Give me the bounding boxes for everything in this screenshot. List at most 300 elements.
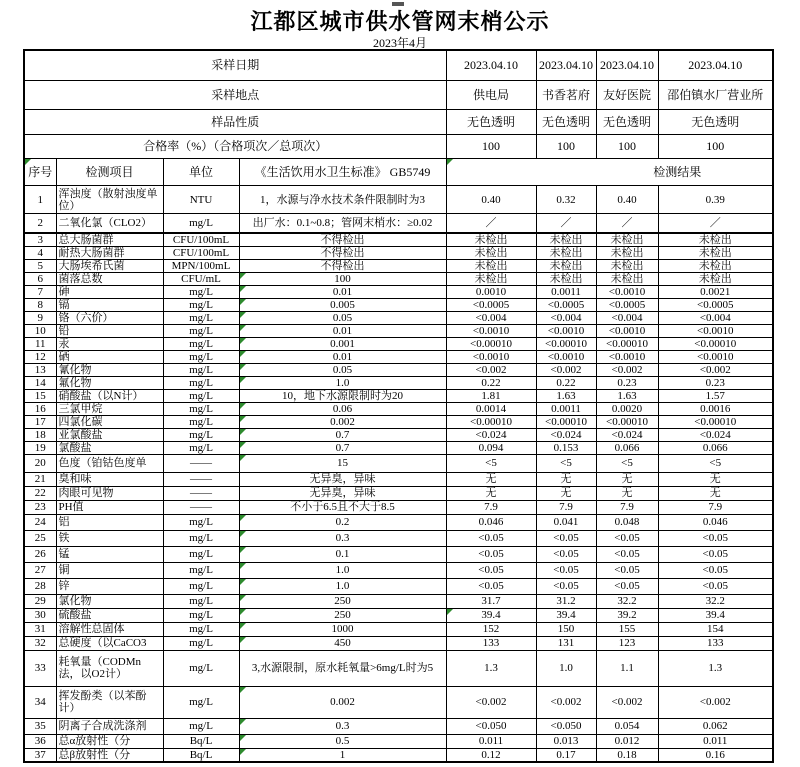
item-name: 浑浊度（散射浊度单位） [56,186,163,214]
row-seq: 26 [24,546,56,562]
result-cell: 0.066 [596,441,658,454]
result-cell: <0.05 [536,546,596,562]
row-seq: 23 [24,500,56,514]
sample-site-value: 邵伯镇水厂营业所 [658,81,773,110]
table-header-row [24,159,773,186]
result-cell: 0.39 [658,186,773,214]
row-seq: 36 [24,734,56,748]
result-cell: <0.00010 [446,337,536,350]
item-standard: 0.7 [239,428,446,441]
item-unit: mg/L [163,298,239,311]
result-cell: <0.0010 [536,350,596,363]
item-name: 铅 [56,324,163,337]
table-row [24,608,773,622]
item-standard: 250 [239,608,446,622]
result-cell: <0.024 [446,428,536,441]
row-seq: 3 [24,233,56,247]
result-cell: 39.4 [658,608,773,622]
result-cell: 0.011 [446,734,536,748]
item-unit: Bq/L [163,748,239,762]
result-cell: 无 [446,472,536,486]
item-name: 阴离子合成洗涤剂 [56,718,163,734]
result-cell: 0.18 [596,748,658,762]
row-seq: 27 [24,562,56,578]
table-row [24,718,773,734]
item-unit: mg/L [163,636,239,650]
info-row-sample-nature [24,110,773,135]
result-cell: <0.00010 [596,415,658,428]
result-cell: 0.0014 [446,402,536,415]
item-standard: 100 [239,272,446,285]
item-name: 汞 [56,337,163,350]
item-standard: 0.05 [239,363,446,376]
result-cell: <0.05 [446,578,536,594]
table-row [24,594,773,608]
item-name: 总β放射性（分 [56,748,163,762]
item-unit: mg/L [163,608,239,622]
result-cell: 未检出 [658,233,773,247]
table-row [24,472,773,486]
item-name: 镉 [56,298,163,311]
item-unit: mg/L [163,363,239,376]
item-unit: mg/L [163,718,239,734]
result-cell: 7.9 [446,500,536,514]
result-cell: 0.40 [596,186,658,214]
item-standard: 不得检出 [239,233,446,247]
row-seq: 19 [24,441,56,454]
result-cell: <0.004 [596,311,658,324]
row-seq: 16 [24,402,56,415]
header-item: 检测项目 [56,159,163,186]
result-cell: <0.0005 [596,298,658,311]
results-body [24,186,773,763]
item-name: PH值 [56,500,163,514]
item-standard: 0.002 [239,686,446,718]
result-cell: <0.05 [596,562,658,578]
result-cell: <5 [596,454,658,472]
result-cell: <5 [658,454,773,472]
result-cell: 未检出 [536,272,596,285]
table-row [24,246,773,259]
item-standard: 0.01 [239,324,446,337]
water-quality-table [23,49,774,763]
result-cell: 未检出 [596,246,658,259]
result-cell: 32.2 [596,594,658,608]
result-cell: 133 [658,636,773,650]
result-cell: <0.00010 [658,415,773,428]
result-cell: 未检出 [596,259,658,272]
sample-site-value: 供电局 [446,81,536,110]
result-cell: 无 [596,486,658,500]
result-cell: 1.63 [536,389,596,402]
table-row [24,428,773,441]
result-cell: 32.2 [658,594,773,608]
item-unit: CFU/100mL [163,246,239,259]
result-cell: <0.0010 [596,285,658,298]
table-row [24,415,773,428]
item-name: 硝酸盐（以N计） [56,389,163,402]
result-cell: <0.00010 [658,337,773,350]
result-cell: 未检出 [446,259,536,272]
item-standard: 450 [239,636,446,650]
row-seq: 10 [24,324,56,337]
result-cell: 1.63 [596,389,658,402]
result-cell: <0.05 [658,530,773,546]
row-seq: 13 [24,363,56,376]
item-name: 大肠埃希氏菌 [56,259,163,272]
result-cell: 0.046 [446,514,536,530]
result-cell: 1.3 [658,650,773,686]
result-cell: 0.066 [658,441,773,454]
result-cell: <0.0010 [446,324,536,337]
item-unit: CFU/mL [163,272,239,285]
table-row [24,500,773,514]
result-cell: 150 [536,622,596,636]
item-name: 氯化物 [56,594,163,608]
result-cell: ／ [536,214,596,233]
result-cell: <0.004 [658,311,773,324]
item-standard: 0.05 [239,311,446,324]
result-cell: <0.0010 [596,324,658,337]
result-cell: 7.9 [596,500,658,514]
item-name: 挥发酚类（以苯酚计） [56,686,163,718]
sample-site-value: 友好医院 [596,81,658,110]
table-row [24,186,773,214]
item-name: 臭和味 [56,472,163,486]
item-standard: 不得检出 [239,246,446,259]
row-seq: 14 [24,376,56,389]
row-seq: 32 [24,636,56,650]
result-cell: 无 [536,486,596,500]
item-name: 二氧化氯（CLO2） [56,214,163,233]
item-name: 三氯甲烷 [56,402,163,415]
item-standard: 1，水源与净水技术条件限制时为3 [239,186,446,214]
page-title: 江都区城市供水管网末梢公示 [250,9,550,34]
row-seq: 30 [24,608,56,622]
item-standard: 15 [239,454,446,472]
item-name: 铁 [56,530,163,546]
result-cell: <0.002 [446,363,536,376]
result-cell: 0.0016 [658,402,773,415]
item-unit: mg/L [163,594,239,608]
item-unit: —— [163,486,239,500]
pass-rate-label: 合格率（%）（合格项次／总项次） [24,135,446,159]
result-cell: 0.012 [596,734,658,748]
item-unit: —— [163,500,239,514]
table-row [24,272,773,285]
table-row [24,402,773,415]
result-cell: 7.9 [536,500,596,514]
result-cell: 39.2 [596,608,658,622]
table-row [24,686,773,718]
table-row [24,514,773,530]
result-cell: 154 [658,622,773,636]
item-name: 锌 [56,578,163,594]
table-row [24,562,773,578]
row-seq: 28 [24,578,56,594]
result-cell: ／ [596,214,658,233]
item-unit: mg/L [163,428,239,441]
sample-nature-value: 无色透明 [658,110,773,135]
table-row [24,214,773,233]
item-name: 溶解性总固体 [56,622,163,636]
table-row [24,285,773,298]
result-cell: 0.0011 [536,402,596,415]
item-unit: —— [163,472,239,486]
item-name: 铜 [56,562,163,578]
result-cell: <0.002 [658,686,773,718]
item-unit: mg/L [163,415,239,428]
sample-nature-value: 无色透明 [596,110,658,135]
result-cell: 未检出 [446,246,536,259]
item-name: 总α放射性（分 [56,734,163,748]
result-cell: 0.0021 [658,285,773,298]
table-row [24,636,773,650]
result-cell: <0.024 [658,428,773,441]
result-cell: 未检出 [536,246,596,259]
result-cell: 无 [536,472,596,486]
item-standard: 10，地下水源限制时为20 [239,389,446,402]
result-cell: 1.3 [446,650,536,686]
item-standard: 3,水源限制，原水耗氧量>6mg/L时为5 [239,650,446,686]
result-cell: 未检出 [658,272,773,285]
result-cell: 0.32 [536,186,596,214]
result-cell: 0.011 [658,734,773,748]
result-cell: <0.0010 [596,350,658,363]
sample-date-value: 2023.04.10 [536,50,596,81]
table-row [24,233,773,247]
row-seq: 18 [24,428,56,441]
result-cell: 7.9 [658,500,773,514]
pass-rate-value: 100 [658,135,773,159]
table-row [24,486,773,500]
item-standard: 0.7 [239,441,446,454]
sample-date-value: 2023.04.10 [658,50,773,81]
item-name: 总硬度（以CaCO3 [56,636,163,650]
sample-date-value: 2023.04.10 [446,50,536,81]
item-name: 四氯化碳 [56,415,163,428]
result-cell: <0.024 [536,428,596,441]
table-row [24,441,773,454]
result-cell: <0.05 [446,562,536,578]
result-cell: 1.1 [596,650,658,686]
result-cell: <0.05 [596,530,658,546]
result-cell: <5 [446,454,536,472]
item-unit: CFU/100mL [163,233,239,247]
result-cell: <0.002 [536,686,596,718]
item-standard: 0.005 [239,298,446,311]
result-cell: <0.004 [536,311,596,324]
item-unit: mg/L [163,578,239,594]
item-unit: mg/L [163,546,239,562]
table-row [24,324,773,337]
item-name: 肉眼可见物 [56,486,163,500]
row-seq: 2 [24,214,56,233]
row-seq: 15 [24,389,56,402]
row-seq: 29 [24,594,56,608]
result-cell: 133 [446,636,536,650]
sample-nature-label: 样品性质 [24,110,446,135]
item-name: 总大肠菌群 [56,233,163,247]
table-row [24,298,773,311]
result-cell: <0.05 [446,546,536,562]
result-cell: <0.05 [658,578,773,594]
info-row-pass-rate [24,135,773,159]
result-cell: <0.050 [446,718,536,734]
result-cell: 0.12 [446,748,536,762]
result-cell: <0.024 [596,428,658,441]
result-cell: <0.05 [536,530,596,546]
sample-nature-value: 无色透明 [536,110,596,135]
item-standard: 0.2 [239,514,446,530]
table-row [24,650,773,686]
result-cell: <0.0005 [446,298,536,311]
table-row [24,578,773,594]
result-cell: 未检出 [446,233,536,247]
result-cell: <0.002 [446,686,536,718]
row-seq: 9 [24,311,56,324]
result-cell: <0.05 [596,578,658,594]
item-standard: 250 [239,594,446,608]
result-cell: 未检出 [536,259,596,272]
result-cell: <0.0010 [658,324,773,337]
sample-date-label: 采样日期 [24,50,446,81]
result-cell: 39.4 [536,608,596,622]
row-seq: 24 [24,514,56,530]
item-standard: 出厂水：0.1~0.8；管网末梢水：≥0.02 [239,214,446,233]
item-standard: 1000 [239,622,446,636]
result-cell: <5 [536,454,596,472]
item-unit: —— [163,454,239,472]
row-seq: 33 [24,650,56,686]
item-name: 氟化物 [56,376,163,389]
item-standard: 不小于6.5且不大于8.5 [239,500,446,514]
row-seq: 34 [24,686,56,718]
result-cell: <0.05 [446,530,536,546]
result-cell: 39.4 [446,608,536,622]
pass-rate-value: 100 [446,135,536,159]
result-cell: 无 [658,486,773,500]
result-cell: <0.0010 [536,324,596,337]
result-cell: 未检出 [446,272,536,285]
row-seq: 25 [24,530,56,546]
item-unit: mg/L [163,441,239,454]
row-seq: 8 [24,298,56,311]
item-unit: NTU [163,186,239,214]
table-row [24,350,773,363]
item-unit: mg/L [163,514,239,530]
item-unit: mg/L [163,337,239,350]
result-cell: 0.153 [536,441,596,454]
result-cell: <0.0005 [536,298,596,311]
result-cell: 0.40 [446,186,536,214]
result-cell: 无 [446,486,536,500]
item-name: 色度（铂钴色度单 [56,454,163,472]
item-standard: 0.001 [239,337,446,350]
item-standard: 0.1 [239,546,446,562]
item-unit: mg/L [163,350,239,363]
item-name: 氰化物 [56,363,163,376]
table-row [24,734,773,748]
item-name: 硒 [56,350,163,363]
result-cell: <0.002 [596,686,658,718]
table-row [24,337,773,350]
result-cell: 无 [658,472,773,486]
item-name: 锰 [56,546,163,562]
row-seq: 6 [24,272,56,285]
result-cell: 0.0010 [446,285,536,298]
item-unit: mg/L [163,376,239,389]
header-result: 检测结果 [446,159,773,186]
row-seq: 12 [24,350,56,363]
table-row [24,363,773,376]
item-standard: 0.3 [239,530,446,546]
result-cell: 0.23 [658,376,773,389]
sample-date-value: 2023.04.10 [596,50,658,81]
item-unit: Bq/L [163,734,239,748]
item-unit: mg/L [163,402,239,415]
row-seq: 35 [24,718,56,734]
result-cell: 未检出 [596,233,658,247]
row-seq: 7 [24,285,56,298]
info-row-sample-site [24,81,773,110]
table-row [24,546,773,562]
row-seq: 21 [24,472,56,486]
result-cell: <0.0010 [446,350,536,363]
row-seq: 11 [24,337,56,350]
header-unit: 单位 [163,159,239,186]
item-name: 铝 [56,514,163,530]
item-standard: 1.0 [239,562,446,578]
result-cell: <0.05 [658,562,773,578]
page-subtitle: 2023年4月 [372,36,427,50]
result-cell: 未检出 [596,272,658,285]
item-standard: 无异臭，异味 [239,486,446,500]
result-cell: 未检出 [658,259,773,272]
result-cell: 0.16 [658,748,773,762]
result-cell: 0.046 [658,514,773,530]
result-cell: 0.22 [446,376,536,389]
result-cell: 无 [596,472,658,486]
item-unit: mg/L [163,311,239,324]
item-unit: mg/L [163,622,239,636]
result-cell: <0.002 [596,363,658,376]
result-cell: 未检出 [658,246,773,259]
screen-artifact [392,2,404,6]
result-cell: <0.002 [536,363,596,376]
table-row [24,259,773,272]
table-row [24,376,773,389]
result-cell: 152 [446,622,536,636]
row-seq: 37 [24,748,56,762]
item-unit: mg/L [163,214,239,233]
result-cell: <0.002 [658,363,773,376]
item-standard: 0.01 [239,350,446,363]
table-row [24,748,773,762]
item-standard: 不得检出 [239,259,446,272]
result-cell: <0.05 [596,546,658,562]
result-cell: 155 [596,622,658,636]
result-cell: 0.0011 [536,285,596,298]
item-name: 亚氯酸盐 [56,428,163,441]
item-unit: mg/L [163,530,239,546]
item-standard: 0.5 [239,734,446,748]
result-cell: 0.17 [536,748,596,762]
item-name: 铬（六价） [56,311,163,324]
result-cell: 0.0020 [596,402,658,415]
item-unit: MPN/100mL [163,259,239,272]
result-cell: <0.050 [536,718,596,734]
